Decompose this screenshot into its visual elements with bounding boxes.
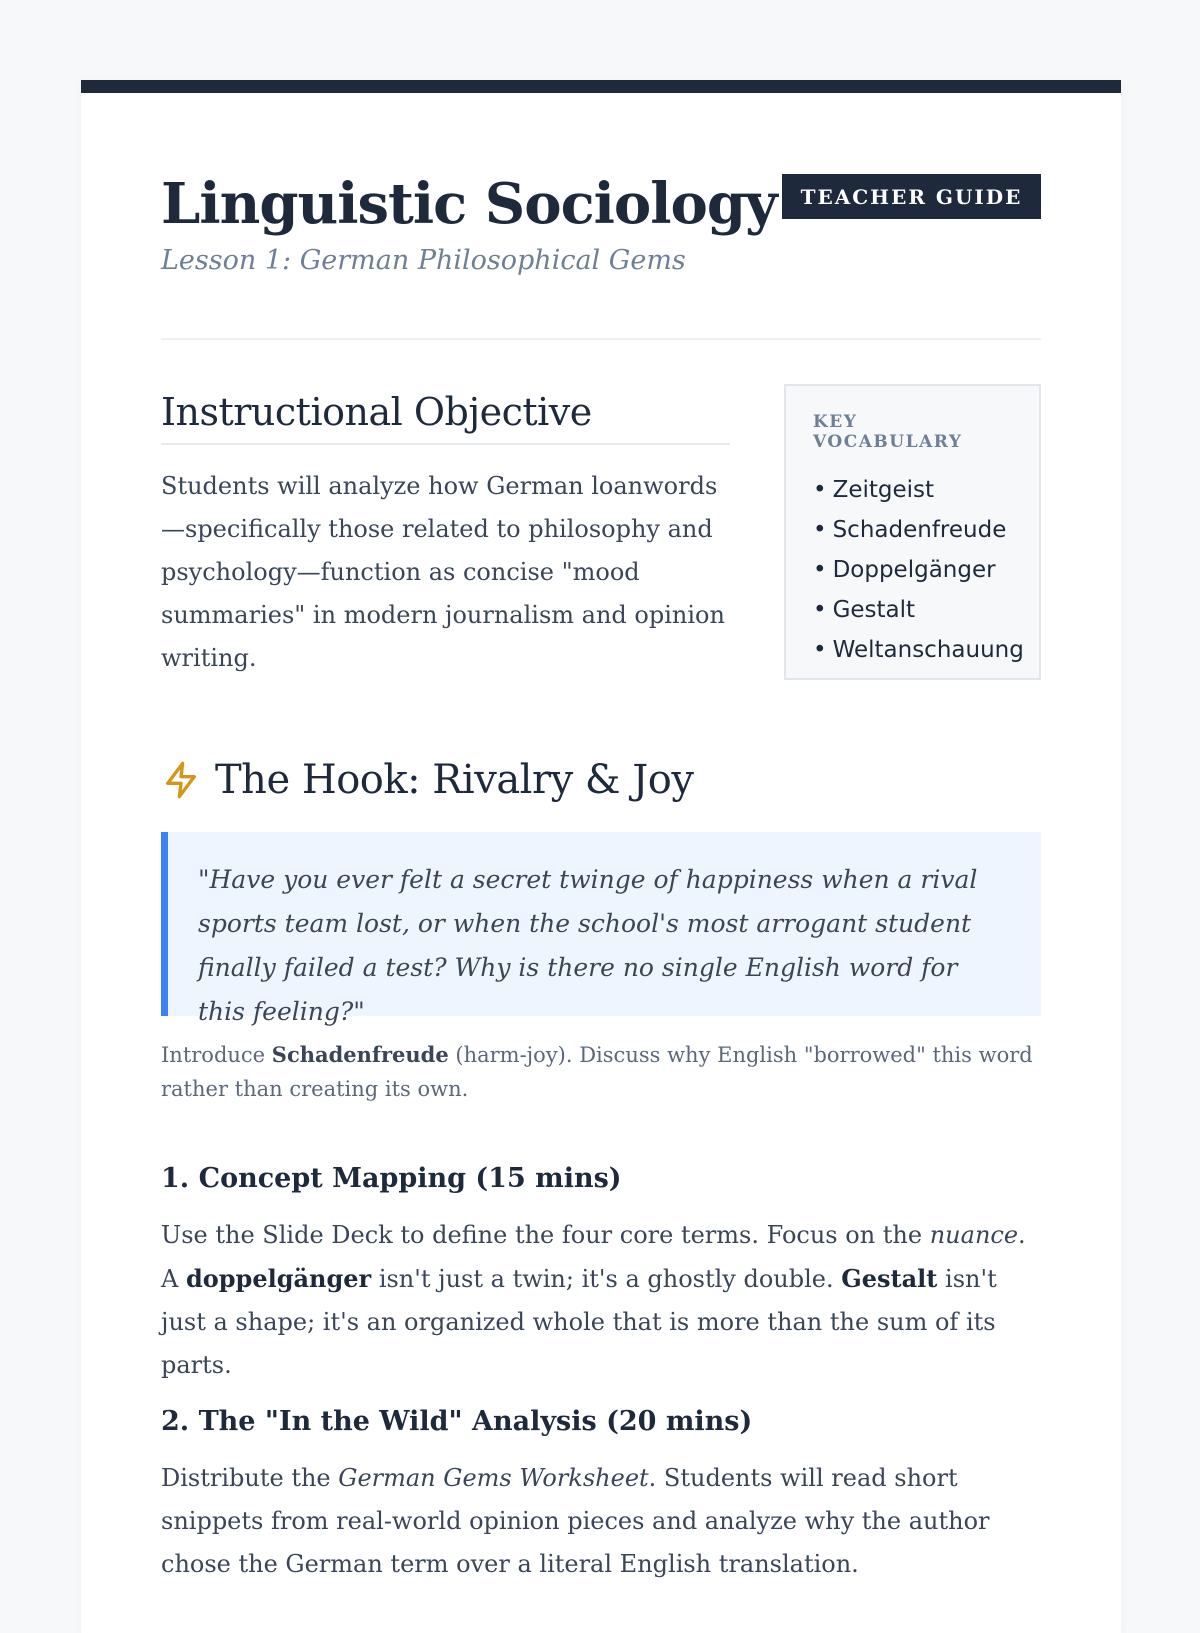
step-text-part: Use the Slide Deck to define the four core terms. Focus on the xyxy=(161,1221,930,1250)
vocabulary-item: • Weltanschauung xyxy=(813,630,1012,670)
objective-text: Students will analyze how German loanwords—specifically those related to philosophy and psychology—function as concise "mood summaries" in modern journalism and opinion writing. xyxy=(161,472,725,673)
vocabulary-item: • Gestalt xyxy=(813,590,1012,630)
step-concept-mapping xyxy=(161,1161,1041,1387)
vocabulary-item: • Zeitgeist xyxy=(813,470,1012,510)
step-text-part: isn't just a twin; it's a ghostly double. xyxy=(371,1265,842,1294)
vocabulary-list xyxy=(813,470,1024,670)
page-content xyxy=(161,93,1041,1579)
lesson-page xyxy=(81,80,1121,1633)
step-text-part: isn't just a shape; it's an organized whole that is more than the sum of its parts. xyxy=(161,1265,997,1380)
key-vocabulary-box xyxy=(784,384,1041,680)
step-emphasis: nuance xyxy=(929,1221,1019,1250)
worksheet-title: German Gems Worksheet xyxy=(338,1464,649,1493)
vocabulary-item: • Doppelgänger xyxy=(813,550,1012,590)
step-term: Gestalt xyxy=(841,1264,938,1294)
step-text xyxy=(161,1214,1041,1387)
note-text: Introduce xyxy=(161,1043,272,1067)
hook-note xyxy=(161,1038,1041,1106)
vocabulary-heading: KEY VOCABULARY xyxy=(813,412,963,452)
page-subtitle: Lesson 1: German Philosophical Gems xyxy=(161,245,686,276)
step-text-part: Distribute the xyxy=(161,1464,339,1493)
step-heading: 1. Concept Mapping (15 mins) xyxy=(161,1163,622,1194)
step-in-the-wild xyxy=(161,1404,1041,1586)
page-title: Linguistic Sociology xyxy=(161,171,777,237)
step-term: doppelgänger xyxy=(185,1264,372,1294)
teacher-guide-badge: TEACHER GUIDE xyxy=(782,174,1041,219)
page-header xyxy=(161,93,1041,340)
step-heading: 2. The "In the Wild" Analysis (20 mins) xyxy=(161,1406,753,1437)
objective-heading: Instructional Objective xyxy=(161,388,730,445)
note-text: (harm-joy). Discuss why English "borrowed" this word rather than creating its own. xyxy=(161,1043,1033,1101)
hook-header xyxy=(161,750,1041,810)
lightning-bolt-icon xyxy=(161,760,201,800)
step-text xyxy=(161,1457,1041,1586)
step-text-part: . A xyxy=(161,1221,1026,1294)
vocabulary-item: • Schadenfreude xyxy=(813,510,1012,550)
hook-heading: The Hook: Rivalry & Joy xyxy=(215,757,694,803)
hook-section xyxy=(161,750,1041,1106)
step-text-part: . Students will read short snippets from real-world opinion pieces and analyze why the author chose the German term over a literal English translation. xyxy=(161,1464,990,1579)
objective-section xyxy=(161,388,730,680)
hook-quote: "Have you ever felt a secret twinge of happiness when a rival sports team lost, or when the school's most arrogant student finally failed a test? Why is there no single English word for this feeling?" xyxy=(161,832,1041,1016)
note-term: Schadenfreude xyxy=(271,1042,449,1067)
